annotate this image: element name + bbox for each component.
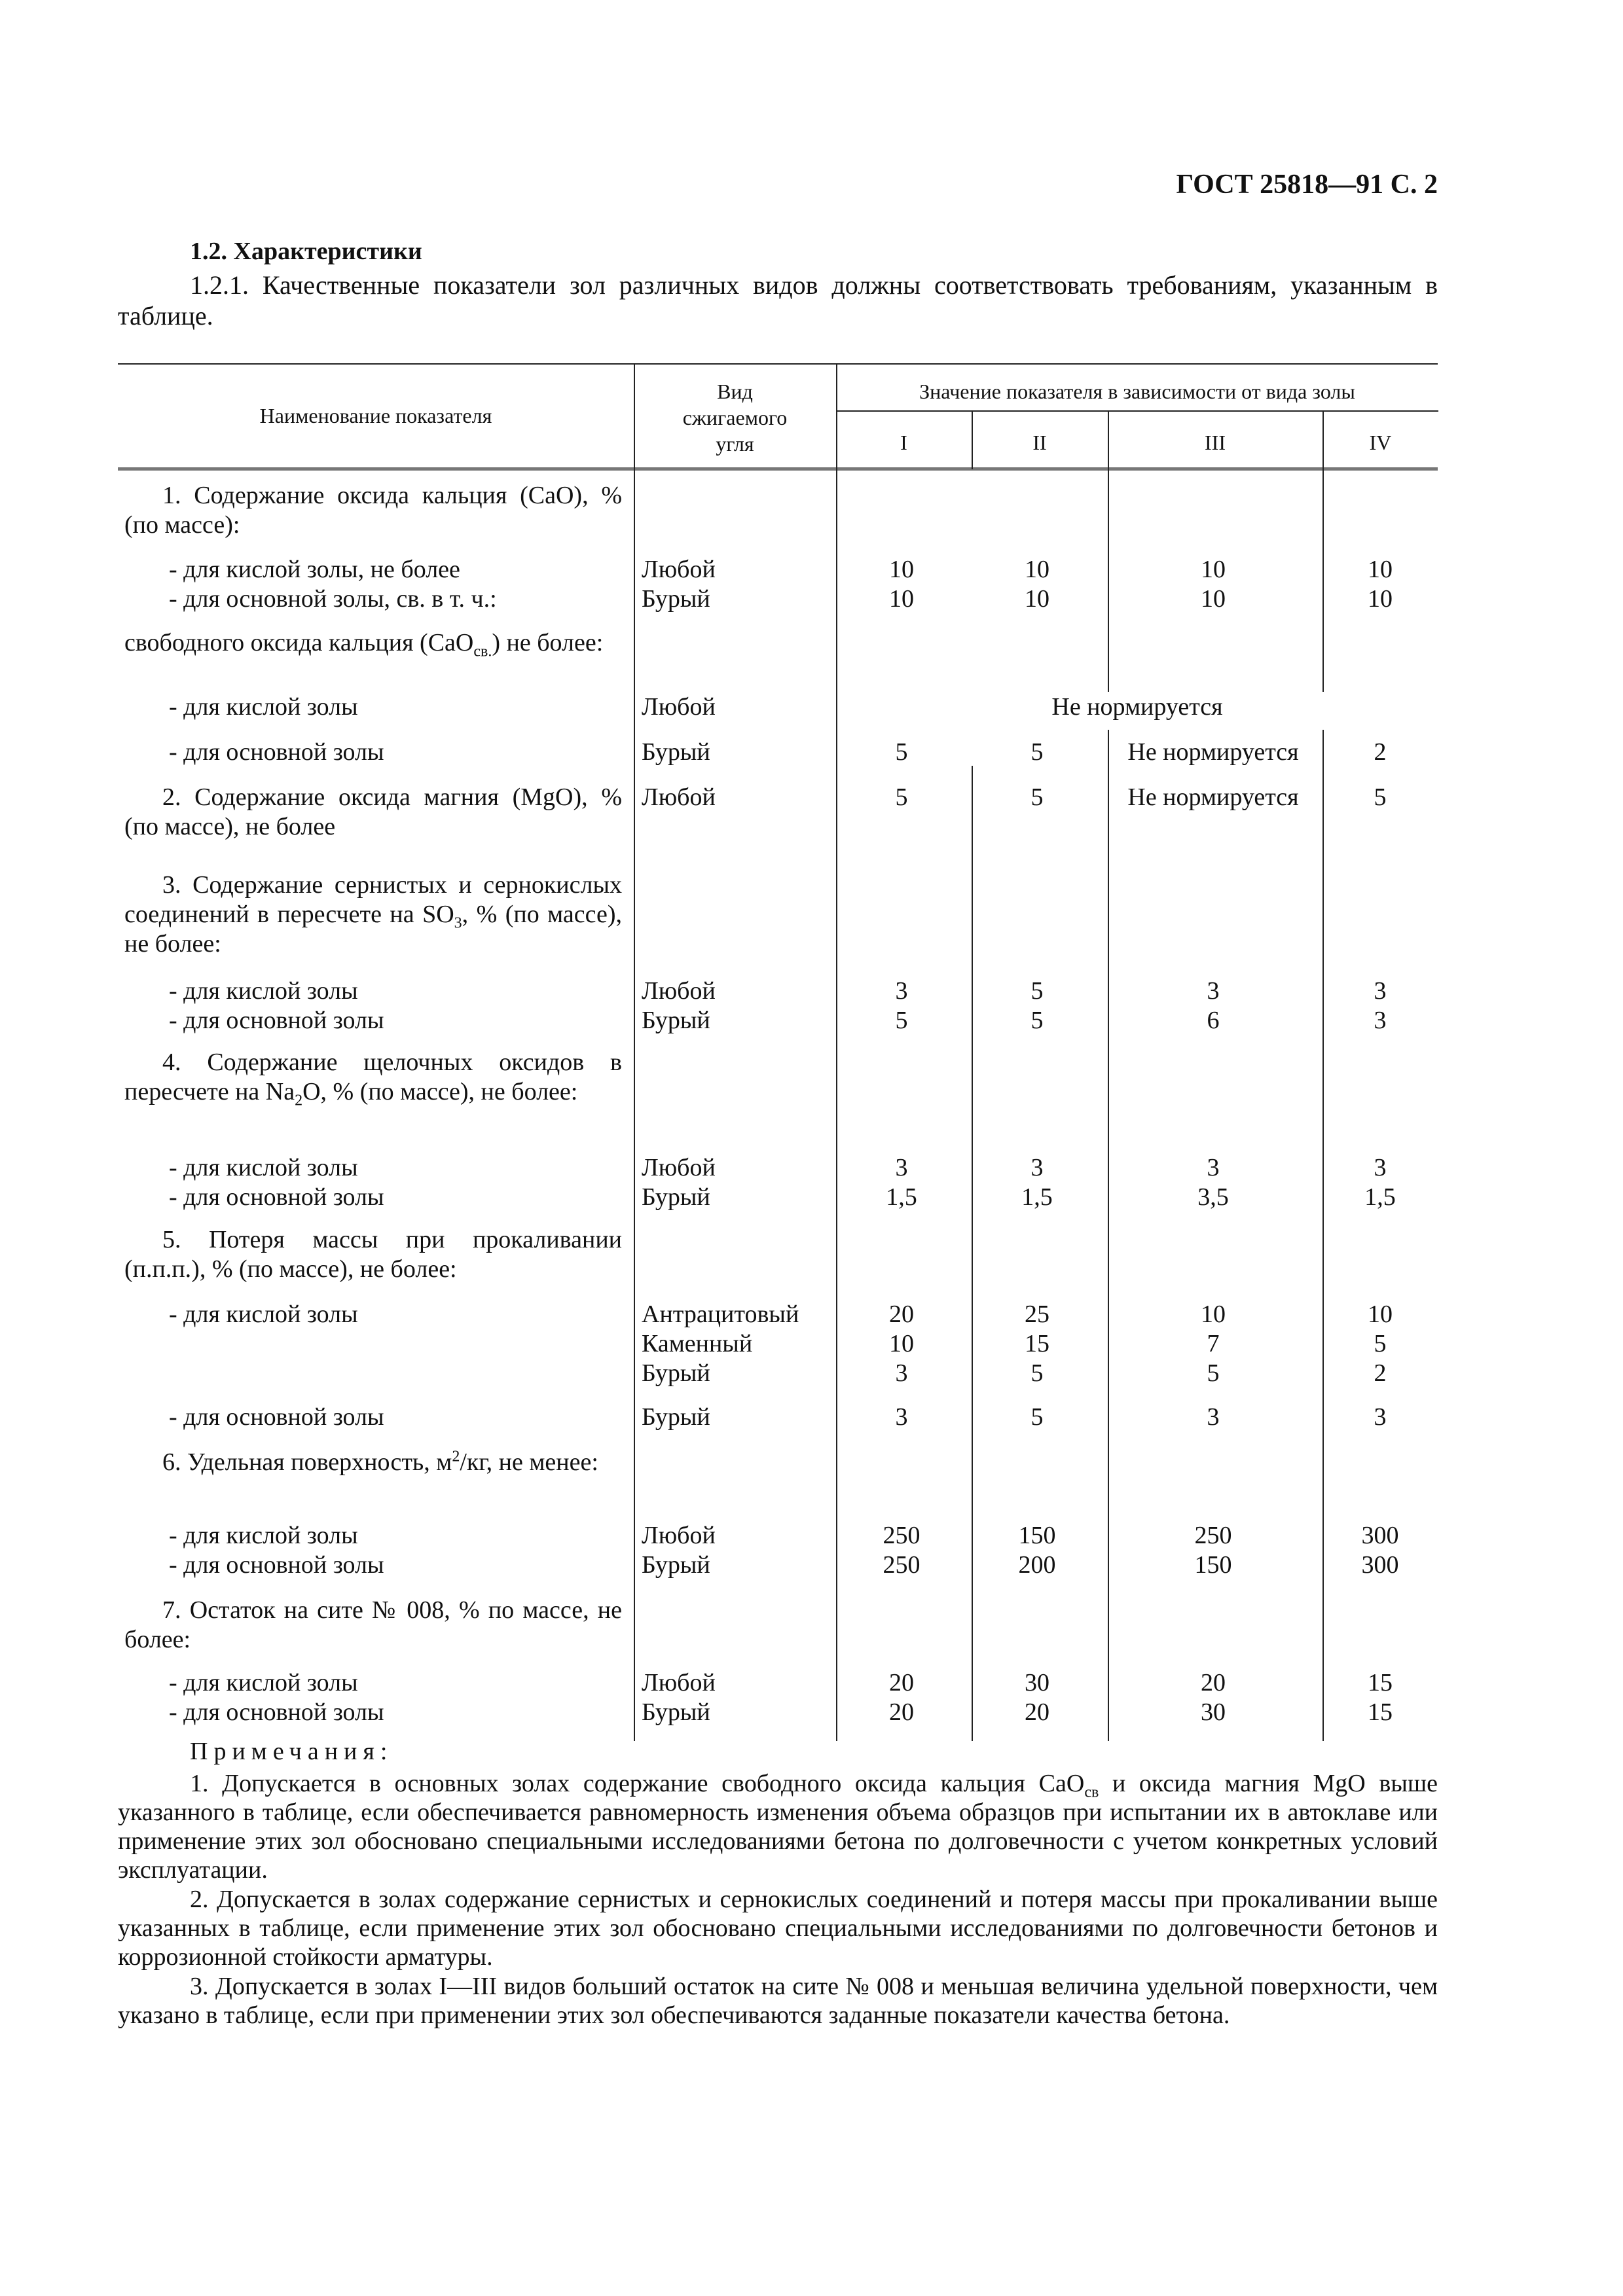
row3-title-sub: 3 (454, 914, 462, 932)
row4a-val-i: 3 (895, 1154, 908, 1181)
header-coal-3: угля (716, 432, 754, 456)
row7b-val-iii: 30 (1201, 1698, 1226, 1726)
row3b-val-i: 5 (895, 1007, 908, 1034)
row1c-title-sub: св. (473, 643, 492, 660)
header-coal-1: Вид (717, 380, 753, 403)
row6-title-post: /кг, не менее: (460, 1448, 598, 1476)
row7b-val-ii: 20 (1025, 1698, 1049, 1726)
row3b-label: - для основной золы (169, 1007, 384, 1034)
row7b-label: - для основной золы (169, 1698, 384, 1726)
row5b-val-i: 3 (895, 1403, 908, 1431)
row5a3-val-iii: 5 (1207, 1359, 1220, 1387)
row5a3-val-i: 3 (895, 1359, 908, 1387)
row5a1-val-iii: 10 (1201, 1300, 1226, 1328)
row1c-title-pre: свободного оксида кальция (CaO (124, 629, 474, 656)
col-divider-iii-lower (1322, 730, 1324, 1741)
row1e-val-iv: 2 (1374, 738, 1387, 766)
row4b-label: - для основной золы (169, 1183, 384, 1211)
row5a3-val-ii: 5 (1030, 1359, 1044, 1387)
row1c-title-post: ) не более: (492, 629, 604, 656)
row5b-val-iii: 3 (1207, 1403, 1220, 1431)
row7a-val-iii: 20 (1201, 1669, 1226, 1696)
header-name: Наименование показателя (259, 404, 492, 427)
row3b-val-ii: 5 (1030, 1007, 1044, 1034)
row6b-coal: Бурый (642, 1551, 710, 1579)
row4-title (124, 1048, 622, 1107)
row7a-label: - для кислой золы (169, 1669, 358, 1696)
row6b-val-ii: 200 (1018, 1551, 1056, 1579)
row1a-coal: Любой (642, 556, 716, 583)
row1b-val-iv: 10 (1368, 585, 1393, 613)
header-coal-2: сжигаемого (682, 406, 788, 429)
row1a-label: - для кислой золы, не более (169, 556, 460, 583)
row1e-val-iii: Не нормируется (1127, 738, 1299, 766)
row3a-coal: Любой (642, 977, 716, 1005)
row1d-coal: Любой (642, 693, 716, 721)
note-1-post: и оксида магния MgO выше указанного в таблице, если обеспечивается равномерность изменения объема образцов при испытании их в автоклаве или применение этих зол обосновано специальными исследованиями бетона по долговечности с учетом конкретных условий эксплуатации. (118, 1770, 1438, 1884)
note-1 (118, 1769, 1438, 1884)
row6a-label: - для кислой золы (169, 1522, 358, 1549)
row3b-coal: Бурый (642, 1007, 710, 1034)
row3a-val-ii: 5 (1030, 977, 1044, 1005)
row1b-val-i: 10 (889, 585, 914, 613)
row6a-val-i: 250 (883, 1522, 921, 1549)
col-divider-ii-lower (1108, 730, 1109, 1741)
row1d-label: - для кислой золы (169, 693, 358, 721)
col-divider-i-lower (972, 766, 973, 1741)
row3a-val-iv: 3 (1374, 977, 1387, 1005)
row1b-val-ii: 10 (1025, 585, 1049, 613)
row6b-val-iii: 150 (1194, 1551, 1232, 1579)
note-2: 2. Допускается в золах содержание сернистых и сернокислых соединений и потеря массы при прокаливании выше указанных в таблице, если применение этих зол обосновано специальными исследованиями по долговечности бетонов и коррозионной стойкости арматуры. (118, 1886, 1438, 1971)
row1d-span-value: Не нормируется (1051, 693, 1223, 721)
row3-title-pre: 3. Содержание сернистых и сернокислых соединений в пересчете на SO (124, 871, 622, 928)
row1a-val-i: 10 (889, 556, 914, 583)
row6b-val-iv: 300 (1361, 1551, 1399, 1579)
row1a-val-iv: 10 (1368, 556, 1393, 583)
header-col-i: I (900, 431, 907, 454)
row5a-label: - для кислой золы (169, 1300, 358, 1328)
row2-val-iv: 5 (1374, 783, 1387, 811)
row4-title-post: O, % (по массе), не более: (302, 1078, 578, 1105)
row5-title: 5. Потеря массы при прокаливании (п.п.п.), % (по массе), не более: (124, 1226, 622, 1283)
table-top-border (118, 363, 1438, 365)
row5b-val-iv: 3 (1374, 1403, 1387, 1431)
row3b-val-iii: 6 (1207, 1007, 1220, 1034)
row2-coal: Любой (642, 783, 716, 811)
row7-title: 7. Остаток на сите № 008, % по массе, не более: (124, 1596, 622, 1653)
row1e-val-ii: 5 (1030, 738, 1044, 766)
header-col-ii: II (1032, 431, 1047, 454)
row3-title (124, 870, 622, 959)
row6a-val-ii: 150 (1018, 1522, 1056, 1549)
row5a2-val-i: 10 (889, 1330, 914, 1357)
header-col-iv: IV (1369, 431, 1392, 454)
row4a-val-ii: 3 (1030, 1154, 1044, 1181)
row5a3-val-iv: 2 (1374, 1359, 1387, 1387)
row1-title: 1. Содержание оксида кальция (CaO), % (по массе): (124, 482, 622, 539)
note-1-pre: 1. Допускается в основных золах содержание свободного оксида кальция CaO (190, 1770, 1085, 1797)
header-value-group: Значение показателя в зависимости от вида золы (919, 380, 1355, 403)
row6-title-pre: 6. Удельная поверхность, м (162, 1448, 452, 1476)
row6-title-sup: 2 (452, 1448, 460, 1465)
row5b-coal: Бурый (642, 1403, 710, 1431)
row6-title (124, 1448, 622, 1477)
note-1-sub: св (1084, 1784, 1099, 1801)
row4b-coal: Бурый (642, 1183, 710, 1211)
row7a-val-i: 20 (889, 1669, 914, 1696)
row1c-title (124, 628, 622, 658)
note-3: 3. Допускается в золах I—III видов больший остаток на сите № 008 и меньшая величина удельной поверхности, чем указано в таблице, если при применении этих зол обеспечиваются заданные показатели качества бетона. (118, 1973, 1438, 2029)
row7b-val-iv: 15 (1368, 1698, 1393, 1726)
row5a1-val-i: 20 (889, 1300, 914, 1328)
row1e-label: - для основной золы (169, 738, 384, 766)
row7a-coal: Любой (642, 1669, 716, 1696)
row3b-val-iv: 3 (1374, 1007, 1387, 1034)
section-title: 1.2. Характеристики (190, 238, 422, 265)
row4-title-pre: 4. Содержание щелочных оксидов в пересчете на Na (124, 1049, 622, 1105)
row5b-label: - для основной золы (169, 1403, 384, 1431)
row4-title-sub: 2 (295, 1092, 303, 1109)
row1b-val-iii: 10 (1201, 585, 1226, 613)
row2-val-i: 5 (895, 783, 908, 811)
row4b-val-iii: 3,5 (1197, 1183, 1229, 1211)
row5a1-val-ii: 25 (1025, 1300, 1049, 1328)
row1a-val-iii: 10 (1201, 556, 1226, 583)
row5a2-val-iv: 5 (1374, 1330, 1387, 1357)
row6a-val-iv: 300 (1361, 1522, 1399, 1549)
row7a-val-iv: 15 (1368, 1669, 1393, 1696)
row5a-coal-2: Каменный (642, 1330, 753, 1357)
notes-title: Примечания: (190, 1738, 393, 1765)
header-col-iii: III (1205, 431, 1226, 454)
row4b-val-ii: 1,5 (1021, 1183, 1053, 1211)
row5a2-val-ii: 15 (1025, 1330, 1049, 1357)
row4a-coal: Любой (642, 1154, 716, 1181)
row4a-val-iii: 3 (1207, 1154, 1220, 1181)
row6b-label: - для основной золы (169, 1551, 384, 1579)
row5a-coal-3: Бурый (642, 1359, 710, 1387)
row1b-label: - для основной золы, св. в т. ч.: (169, 585, 497, 613)
row3a-val-iii: 3 (1207, 977, 1220, 1005)
row6a-coal: Любой (642, 1522, 716, 1549)
row3a-val-i: 3 (895, 977, 908, 1005)
row1e-val-i: 5 (895, 738, 908, 766)
row1e-coal: Бурый (642, 738, 710, 766)
row6a-val-iii: 250 (1194, 1522, 1232, 1549)
row1b-coal: Бурый (642, 585, 710, 613)
row7b-val-i: 20 (889, 1698, 914, 1726)
row6b-val-i: 250 (883, 1551, 921, 1579)
row1a-val-ii: 10 (1025, 556, 1049, 583)
row4a-label: - для кислой золы (169, 1154, 358, 1181)
row4b-val-i: 1,5 (886, 1183, 917, 1211)
header-divider (836, 410, 1438, 412)
row4b-val-iv: 1,5 (1364, 1183, 1396, 1211)
row3a-label: - для кислой золы (169, 977, 358, 1005)
row5a-coal-1: Антрацитовый (642, 1300, 799, 1328)
intro-paragraph: 1.2.1. Качественные показатели зол различных видов должны соответствовать требованиям, указанным в таблице. (118, 270, 1438, 331)
page-header: ГОСТ 25818—91 С. 2 (1176, 170, 1438, 200)
row7a-val-ii: 30 (1025, 1669, 1049, 1696)
row2-val-iii: Не нормируется (1127, 783, 1299, 811)
row3-title-post: , % (по массе), не более: (124, 901, 623, 958)
row5a1-val-iv: 10 (1368, 1300, 1393, 1328)
row2-title: 2. Содержание оксида магния (MgO), % (по массе), не более (124, 783, 622, 840)
row4a-val-iv: 3 (1374, 1154, 1387, 1181)
header-bottom-border (118, 467, 1438, 471)
row2-val-ii: 5 (1030, 783, 1044, 811)
row7b-coal: Бурый (642, 1698, 710, 1726)
row5b-val-ii: 5 (1030, 1403, 1044, 1431)
row5a2-val-iii: 7 (1207, 1330, 1220, 1357)
